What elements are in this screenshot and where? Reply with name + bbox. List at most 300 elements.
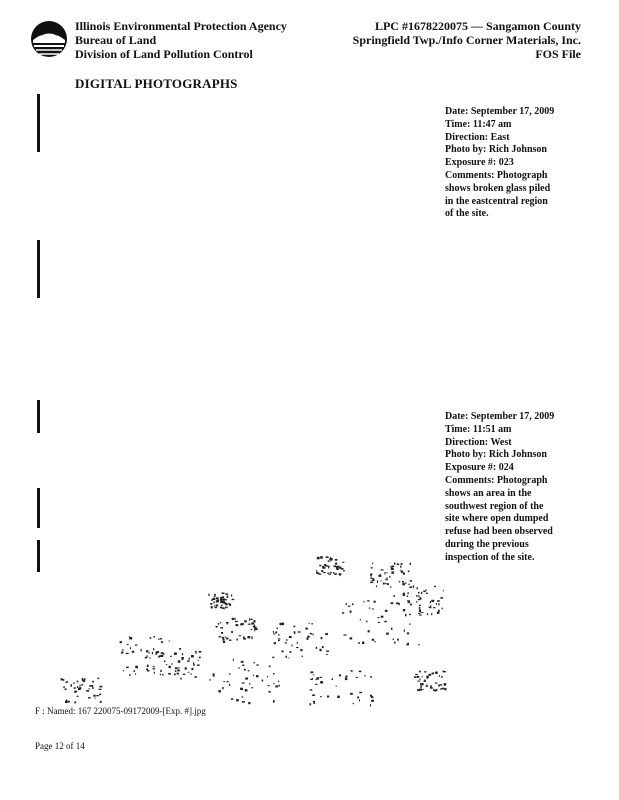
agency-name: Illinois Environmental Protection Agency xyxy=(75,19,287,33)
noise-speck xyxy=(241,623,244,625)
noise-speck xyxy=(92,687,93,690)
noise-speck xyxy=(437,600,440,602)
lpc-number: LPC #1678220075 — Sangamon County xyxy=(374,19,581,33)
noise-speck xyxy=(222,593,225,594)
noise-speck xyxy=(100,701,102,703)
noise-speck xyxy=(160,670,162,672)
noise-speck xyxy=(193,665,195,666)
noise-speck xyxy=(357,697,359,699)
noise-speck xyxy=(384,572,385,574)
noise-speck xyxy=(126,653,129,654)
noise-speck xyxy=(414,676,416,678)
noise-speck xyxy=(380,574,381,575)
noise-speck xyxy=(130,647,131,649)
noise-speck xyxy=(71,684,73,686)
noise-speck xyxy=(424,680,426,682)
noise-speck xyxy=(296,647,299,648)
noise-speck xyxy=(397,563,399,565)
noise-speck xyxy=(346,603,347,605)
noise-speck xyxy=(368,630,370,632)
noise-speck xyxy=(321,570,323,572)
division-name: Division of Land Pollution Control xyxy=(75,47,253,61)
noise-speck xyxy=(191,668,193,670)
noise-speck xyxy=(289,658,290,659)
noise-speck xyxy=(96,695,99,696)
noise-speck xyxy=(360,619,361,620)
noise-speck xyxy=(214,596,216,597)
noise-speck xyxy=(91,685,93,687)
noise-speck xyxy=(241,661,244,663)
noise-speck xyxy=(278,685,280,687)
noise-speck xyxy=(168,673,171,675)
noise-speck xyxy=(305,628,307,630)
noise-speck xyxy=(372,563,373,564)
noise-speck xyxy=(419,605,421,606)
noise-speck xyxy=(386,633,389,635)
noise-speck xyxy=(359,699,360,701)
noise-speck xyxy=(409,614,411,615)
noise-speck xyxy=(376,586,377,588)
noise-speck xyxy=(75,691,77,692)
noise-speck xyxy=(233,659,234,661)
noise-speck xyxy=(316,572,318,573)
noise-speck xyxy=(245,689,248,691)
noise-speck xyxy=(153,648,154,650)
caption-line: Date: September 17, 2009 xyxy=(445,411,555,422)
noise-speck xyxy=(218,623,219,625)
noise-speck xyxy=(177,673,179,675)
noise-speck xyxy=(121,652,123,654)
caption-line: Date: September 17, 2009 xyxy=(445,106,555,117)
noise-speck xyxy=(432,673,434,675)
noise-speck xyxy=(99,694,101,696)
noise-speck xyxy=(407,600,410,601)
noise-speck xyxy=(188,672,190,673)
noise-speck xyxy=(426,589,427,590)
caption-line: Comments: Photograph xyxy=(445,474,548,486)
noise-speck xyxy=(405,582,407,583)
noise-speck xyxy=(385,579,388,580)
noise-speck xyxy=(339,567,342,569)
noise-speck xyxy=(419,607,421,610)
noise-speck xyxy=(225,593,228,594)
noise-speck xyxy=(269,666,271,668)
noise-speck xyxy=(273,700,275,702)
noise-speck xyxy=(371,700,374,702)
noise-speck xyxy=(267,676,268,677)
noise-speck xyxy=(182,658,184,660)
noise-speck xyxy=(275,632,277,634)
noise-speck xyxy=(187,660,189,662)
noise-speck xyxy=(243,638,246,639)
noise-speck xyxy=(161,652,164,654)
noise-speck xyxy=(180,678,181,680)
noise-speck xyxy=(402,583,405,585)
noise-speck xyxy=(326,654,328,655)
noise-speck xyxy=(440,688,441,690)
caption-line: Comments: Photograph xyxy=(445,169,548,181)
noise-speck xyxy=(426,685,428,687)
noise-speck xyxy=(430,687,433,689)
noise-speck xyxy=(371,696,373,698)
noise-speck xyxy=(254,629,255,631)
noise-speck xyxy=(328,566,329,568)
noise-speck xyxy=(225,599,227,601)
caption-line: in the eastcentral region xyxy=(445,195,548,207)
noise-speck xyxy=(407,632,409,634)
noise-speck xyxy=(197,664,200,666)
noise-speck xyxy=(251,687,253,688)
noise-speck xyxy=(126,667,129,668)
noise-speck xyxy=(426,593,428,594)
noise-speck xyxy=(251,638,252,640)
noise-speck xyxy=(277,628,278,630)
noise-speck xyxy=(213,601,214,603)
noise-speck xyxy=(291,645,292,647)
noise-speck xyxy=(326,556,329,558)
noise-speck xyxy=(418,595,419,597)
noise-speck xyxy=(80,685,81,687)
noise-speck xyxy=(235,621,238,622)
noise-speck xyxy=(422,683,424,685)
noise-speck xyxy=(378,617,380,618)
noise-speck xyxy=(162,674,163,676)
noise-speck xyxy=(344,634,347,635)
noise-speck xyxy=(222,637,225,639)
noise-speck xyxy=(160,638,162,639)
noise-speck xyxy=(391,571,394,573)
noise-speck xyxy=(254,625,255,626)
noise-speck xyxy=(387,583,389,585)
noise-speck xyxy=(397,639,399,641)
noise-speck xyxy=(424,671,426,672)
noise-speck xyxy=(403,594,405,596)
noise-speck xyxy=(225,607,228,609)
noise-speck xyxy=(408,601,410,603)
noise-speck xyxy=(324,564,326,566)
noise-speck xyxy=(391,628,392,630)
noise-speck xyxy=(407,643,409,645)
noise-speck xyxy=(438,610,440,612)
noise-speck xyxy=(433,607,435,608)
noise-speck xyxy=(239,635,241,636)
noise-speck xyxy=(320,681,323,683)
noise-speck xyxy=(325,633,328,635)
noise-speck xyxy=(195,651,197,652)
noise-speck xyxy=(350,693,353,695)
noise-speck xyxy=(443,590,444,591)
noise-speck xyxy=(225,603,228,605)
noise-speck xyxy=(208,594,209,596)
noise-speck xyxy=(81,684,83,685)
noise-speck xyxy=(416,595,418,597)
noise-speck xyxy=(434,690,437,692)
noise-speck xyxy=(320,649,322,651)
noise-speck xyxy=(308,636,311,637)
noise-speck xyxy=(402,581,404,583)
noise-speck xyxy=(223,601,225,603)
noise-speck xyxy=(129,674,131,675)
noise-speck xyxy=(419,679,420,680)
noise-speck xyxy=(399,581,401,582)
noise-speck xyxy=(74,687,76,689)
noise-speck xyxy=(427,613,428,615)
noise-speck xyxy=(430,685,432,687)
noise-speck xyxy=(386,572,387,573)
noise-speck xyxy=(381,580,382,581)
noise-speck xyxy=(403,573,405,575)
noise-speck xyxy=(278,640,280,641)
noise-speck xyxy=(421,592,422,594)
noise-speck xyxy=(66,681,68,682)
caption-line: Exposure #: 024 xyxy=(445,462,514,474)
noise-speck xyxy=(220,607,222,609)
noise-speck xyxy=(371,567,373,568)
noise-speck xyxy=(221,633,222,634)
noise-speck xyxy=(232,618,234,620)
noise-speck xyxy=(253,675,254,676)
noise-speck xyxy=(374,641,375,642)
noise-speck xyxy=(250,619,252,620)
noise-speck xyxy=(310,671,313,673)
noise-speck xyxy=(298,631,301,632)
noise-speck xyxy=(335,563,336,565)
noise-speck xyxy=(161,641,163,643)
noise-speck xyxy=(215,607,218,608)
noise-speck xyxy=(437,612,440,614)
noise-speck xyxy=(251,629,253,630)
noise-speck xyxy=(169,641,170,642)
noise-speck xyxy=(422,676,423,677)
noise-speck xyxy=(316,570,317,571)
noise-speck xyxy=(409,624,411,625)
noise-speck xyxy=(367,600,369,601)
noise-speck xyxy=(328,560,330,562)
noise-speck xyxy=(80,687,82,689)
noise-speck xyxy=(273,631,274,633)
noise-speck xyxy=(280,623,283,625)
noise-speck xyxy=(63,686,64,688)
noise-speck xyxy=(404,630,405,632)
noise-speck xyxy=(145,657,147,658)
noise-speck xyxy=(249,618,250,620)
noise-speck xyxy=(374,601,376,603)
noise-speck xyxy=(336,686,337,687)
noise-speck xyxy=(334,565,337,567)
caption-line: Direction: West xyxy=(445,436,512,448)
noise-speck xyxy=(312,694,315,696)
noise-speck xyxy=(415,674,418,675)
noise-speck xyxy=(147,670,149,672)
noise-speck xyxy=(74,701,76,703)
noise-speck xyxy=(444,688,446,690)
noise-speck xyxy=(164,661,166,663)
noise-speck xyxy=(410,580,412,582)
noise-speck xyxy=(329,558,332,560)
noise-speck xyxy=(274,642,276,644)
noise-speck xyxy=(229,673,231,674)
noise-speck xyxy=(310,633,313,635)
noise-speck xyxy=(243,637,245,639)
noise-speck xyxy=(152,652,153,654)
noise-speck xyxy=(198,660,199,661)
noise-speck xyxy=(400,566,402,568)
noise-speck xyxy=(345,678,347,680)
noise-speck xyxy=(159,655,162,657)
noise-speck xyxy=(322,566,324,568)
noise-speck xyxy=(362,642,364,645)
noise-speck xyxy=(310,703,312,705)
noise-speck xyxy=(418,644,420,645)
noise-speck xyxy=(133,670,135,671)
noise-speck xyxy=(410,604,412,606)
noise-speck xyxy=(220,602,221,603)
noise-speck xyxy=(61,678,63,680)
noise-speck xyxy=(77,686,78,688)
noise-speck xyxy=(332,678,334,680)
noise-speck xyxy=(63,679,65,681)
noise-speck xyxy=(245,678,248,680)
noise-speck xyxy=(220,627,223,628)
noise-speck xyxy=(389,576,390,578)
noise-speck xyxy=(386,578,388,579)
noise-speck xyxy=(383,583,385,585)
noise-speck xyxy=(429,607,432,609)
noise-speck xyxy=(419,671,421,673)
noise-speck xyxy=(170,656,172,657)
noise-speck xyxy=(330,572,332,573)
noise-speck xyxy=(438,685,440,687)
noise-speck xyxy=(191,655,194,658)
noise-speck xyxy=(278,681,279,683)
noise-speck xyxy=(65,701,67,704)
noise-speck xyxy=(285,642,287,643)
noise-speck xyxy=(241,696,243,697)
noise-speck xyxy=(211,599,212,601)
noise-speck xyxy=(293,626,295,627)
noise-speck xyxy=(289,636,292,638)
noise-speck xyxy=(223,641,225,643)
noise-speck xyxy=(400,570,401,571)
noise-speck xyxy=(149,652,150,654)
noise-speck xyxy=(183,674,186,675)
noise-speck xyxy=(129,637,130,638)
noise-speck xyxy=(420,597,422,599)
noise-speck xyxy=(342,612,344,614)
noise-speck xyxy=(377,581,378,583)
noise-speck xyxy=(353,703,354,705)
noise-speck xyxy=(396,602,399,604)
noise-speck xyxy=(155,652,158,653)
noise-speck xyxy=(160,674,161,676)
noise-speck xyxy=(408,571,410,573)
noise-speck xyxy=(236,624,239,626)
noise-speck xyxy=(312,623,313,625)
noise-speck xyxy=(378,622,380,623)
noise-speck xyxy=(195,676,197,678)
noise-speck xyxy=(150,637,152,639)
noise-speck xyxy=(420,686,422,688)
noise-speck xyxy=(88,697,91,698)
noise-speck xyxy=(242,665,244,667)
caption-line: of the site. xyxy=(445,208,489,220)
caption-line: Photo by: Rich Johnson xyxy=(445,144,547,156)
noise-speck xyxy=(417,587,418,589)
noise-speck xyxy=(327,572,328,574)
noise-speck xyxy=(321,556,322,558)
noise-speck xyxy=(220,622,222,623)
noise-speck xyxy=(120,641,122,643)
noise-speck xyxy=(242,701,245,703)
noise-speck xyxy=(240,688,243,690)
noise-speck xyxy=(394,563,395,565)
noise-speck xyxy=(418,592,420,594)
noise-speck xyxy=(214,605,215,606)
noise-speck xyxy=(310,679,313,680)
noise-speck xyxy=(313,634,314,636)
noise-speck xyxy=(73,682,74,684)
noise-speck xyxy=(369,608,371,609)
noise-speck xyxy=(217,601,218,602)
noise-speck xyxy=(418,613,420,614)
noise-speck xyxy=(441,676,442,678)
noise-speck xyxy=(313,701,315,702)
noise-speck xyxy=(399,603,400,605)
noise-speck xyxy=(407,592,409,593)
noise-speck xyxy=(179,667,180,669)
noise-speck xyxy=(417,689,420,691)
noise-speck xyxy=(269,691,271,693)
noise-speck xyxy=(212,598,215,600)
noise-speck xyxy=(214,594,216,596)
noise-speck xyxy=(385,583,386,584)
noise-speck xyxy=(248,624,251,625)
noise-speck xyxy=(313,674,314,675)
page-title: DIGITAL PHOTOGRAPHS xyxy=(75,76,238,91)
noise-speck xyxy=(231,631,233,633)
noise-speck xyxy=(321,637,323,639)
noise-speck xyxy=(385,610,388,612)
noise-speck xyxy=(247,636,250,638)
noise-speck xyxy=(229,604,231,607)
noise-speck xyxy=(438,603,439,605)
noise-speck xyxy=(99,689,102,690)
noise-speck xyxy=(442,688,444,690)
noise-speck xyxy=(273,683,274,684)
noise-speck xyxy=(229,640,232,641)
noise-speck xyxy=(278,634,279,636)
noise-speck xyxy=(359,692,362,693)
caption-line: Photo by: Rich Johnson xyxy=(445,449,547,461)
noise-speck xyxy=(181,657,184,659)
caption-line: shows an area in the xyxy=(445,487,532,499)
noise-speck xyxy=(359,671,362,673)
noise-speck xyxy=(320,677,323,678)
noise-speck xyxy=(403,593,405,594)
noise-speck xyxy=(421,612,424,613)
noise-speck xyxy=(222,598,225,600)
noise-speck xyxy=(268,685,270,686)
noise-speck xyxy=(141,649,142,651)
caption-line: refuse had been observed xyxy=(445,526,553,538)
noise-speck xyxy=(394,595,395,597)
noise-speck xyxy=(135,673,136,675)
noise-speck xyxy=(426,676,429,678)
noise-speck xyxy=(413,586,415,588)
noise-speck xyxy=(177,669,180,671)
noise-speck xyxy=(185,667,187,669)
noise-speck xyxy=(416,601,418,602)
